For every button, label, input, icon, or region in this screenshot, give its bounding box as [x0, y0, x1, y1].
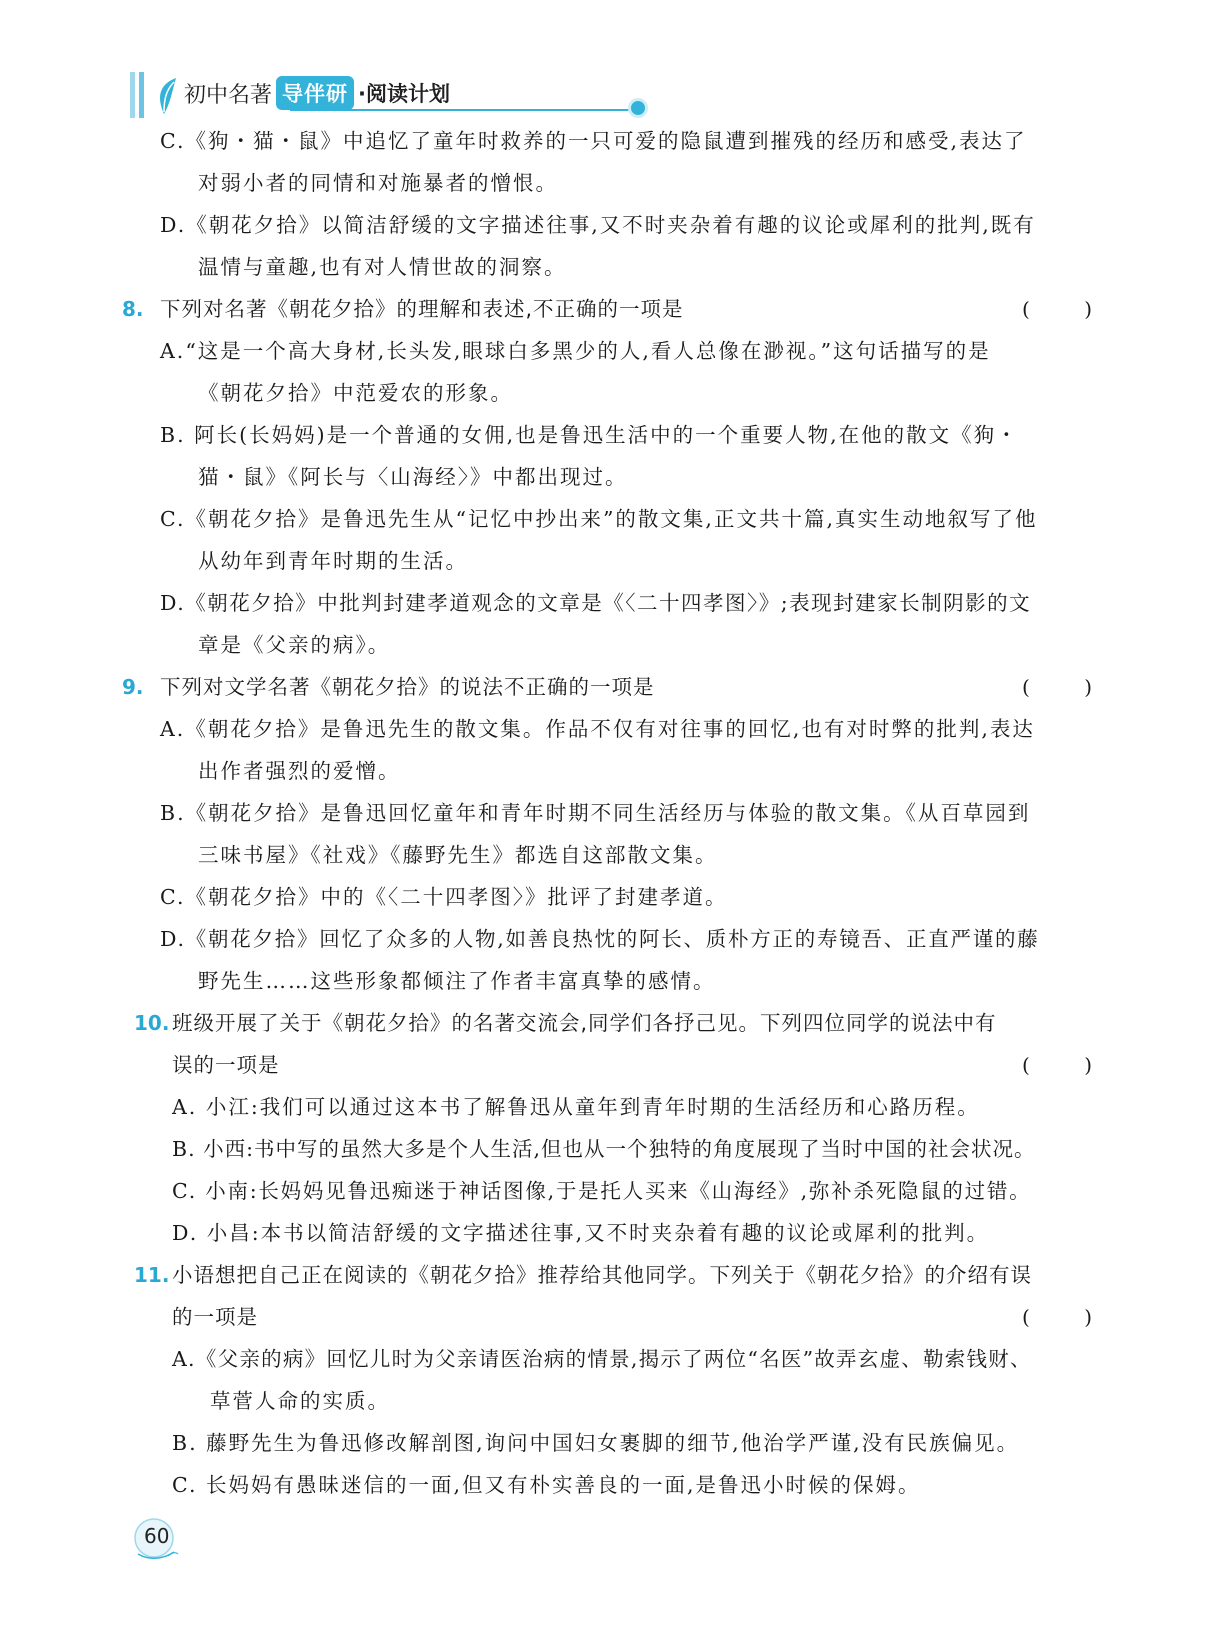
question-number: 11. — [134, 1263, 170, 1287]
series-badge: 导伴研 — [276, 76, 354, 110]
page-number: 60 — [144, 1524, 170, 1548]
option-continued: 猫・鼠》《阿长与〈山海经〉》中都出现过。 — [198, 465, 628, 489]
answer-option: A.《父亲的病》回忆儿时为父亲请医治病的情景,揭示了两位“名医”故弄玄虚、勒索钱财、 — [172, 1347, 1032, 1371]
question-stem-continued: 的一项是 — [172, 1305, 258, 1329]
answer-blank-close: ) — [1084, 1053, 1092, 1077]
answer-option: B. 藤野先生为鲁迅修改解剖图,询问中国妇女裹脚的细节,他治学严谨,没有民族偏见。 — [172, 1431, 1020, 1455]
answer-option: C. 小南:长妈妈见鲁迅痴迷于神话图像,于是托人买来《山海经》,弥补杀死隐鼠的过错。 — [172, 1179, 1032, 1203]
option-continued: 对弱小者的同情和对施暴者的憎恨。 — [198, 171, 558, 195]
option-continued: 草菅人命的实质。 — [210, 1389, 390, 1413]
question-number: 9. — [122, 675, 144, 699]
running-header — [130, 72, 550, 118]
option-continued: 三味书屋》《社戏》《藤野先生》都选自这部散文集。 — [198, 843, 718, 867]
answer-blank-open: ( — [1022, 675, 1030, 699]
answer-option: B.《朝花夕拾》是鲁迅回忆童年和青年时期不同生活经历与体验的散文集。《从百草园到 — [160, 801, 1031, 825]
answer-option: D.《朝花夕拾》中批判封建孝道观念的文章是《〈二十四孝图〉》;表现封建家长制阴影的文 — [160, 591, 1032, 615]
answer-option: B. 小西:书中写的虽然大多是个人生活,但也从一个独特的角度展现了当时中国的社会状况。 — [172, 1137, 1036, 1161]
option-continued: 章是《父亲的病》。 — [198, 633, 391, 657]
book-series-title — [184, 76, 450, 110]
answer-blank-open: ( — [1022, 1305, 1030, 1329]
answer-option: A.《朝花夕拾》是鲁迅先生的散文集。作品不仅有对往事的回忆,也有对时弊的批判,表达 — [160, 717, 1035, 741]
header-bar — [130, 72, 135, 118]
option-continued: 野先生……这些形象都倾注了作者丰富真挚的感情。 — [198, 969, 716, 993]
question-number: 8. — [122, 297, 144, 321]
answer-blank-open: ( — [1022, 1053, 1030, 1077]
series-prefix: 初中名著 — [184, 82, 273, 108]
answer-option: A. 小江:我们可以通过这本书了解鲁迅从童年到青年时期的生活经历和心路历程。 — [172, 1095, 980, 1119]
answer-blank[interactable] — [1022, 1048, 1092, 1082]
page-number-badge — [128, 1516, 184, 1562]
answer-blank[interactable] — [1022, 670, 1092, 704]
question-stem: 班级开展了关于《朝花夕拾》的名著交流会,同学们各抒己见。下列四位同学的说法中有 — [172, 1011, 997, 1035]
header-bar — [139, 72, 144, 118]
answer-option: C. 长妈妈有愚昧迷信的一面,但又有朴实善良的一面,是鲁迅小时候的保姆。 — [172, 1473, 921, 1497]
answer-blank[interactable] — [1022, 292, 1092, 326]
option-continued: 出作者强烈的爱憎。 — [198, 759, 401, 783]
answer-blank-close: ) — [1084, 1305, 1092, 1329]
leaf-icon — [150, 74, 180, 118]
answer-option: D.《朝花夕拾》回忆了众多的人物,如善良热忱的阿长、质朴方正的寿镜吾、正直严谨的藤 — [160, 927, 1040, 951]
series-suffix: ·阅读计划 — [358, 82, 450, 106]
answer-blank-close: ) — [1084, 297, 1092, 321]
question-stem: 下列对文学名著《朝花夕拾》的说法不正确的一项是 — [160, 675, 655, 699]
answer-option: C.《狗・猫・鼠》中追忆了童年时救养的一只可爱的隐鼠遭到摧残的经历和感受,表达了 — [160, 129, 1027, 153]
question-stem: 小语想把自己正在阅读的《朝花夕拾》推荐给其他同学。下列关于《朝花夕拾》的介绍有误 — [172, 1263, 1032, 1287]
option-continued: 从幼年到青年时期的生活。 — [198, 549, 468, 573]
header-dot — [628, 98, 648, 118]
answer-blank[interactable] — [1022, 1300, 1092, 1334]
question-number: 10. — [134, 1011, 170, 1035]
option-continued: 温情与童趣,也有对人情世故的洞察。 — [198, 255, 567, 279]
question-stem-continued: 误的一项是 — [172, 1053, 280, 1077]
answer-option: A.“这是一个高大身材,长头发,眼球白多黑少的人,看人总像在渺视。”这句话描写的是 — [160, 339, 991, 363]
option-continued: 《朝花夕拾》中范爱农的形象。 — [198, 381, 513, 405]
answer-option: C.《朝花夕拾》是鲁迅先生从“记忆中抄出来”的散文集,正文共十篇,真实生动地叙写了他 — [160, 507, 1038, 531]
answer-blank-open: ( — [1022, 297, 1030, 321]
answer-option: D.《朝花夕拾》以简洁舒缓的文字描述往事,又不时夹杂着有趣的议论或犀利的批判,既有 — [160, 213, 1036, 237]
answer-option: D. 小昌:本书以简洁舒缓的文字描述往事,又不时夹杂着有趣的议论或犀利的批判。 — [172, 1221, 990, 1245]
answer-blank-close: ) — [1084, 675, 1092, 699]
answer-option: B. 阿长(长妈妈)是一个普通的女佣,也是鲁迅生活中的一个重要人物,在他的散文《狗・ — [160, 423, 1019, 447]
question-stem: 下列对名著《朝花夕拾》的理解和表述,不正确的一项是 — [160, 297, 684, 321]
answer-option: C.《朝花夕拾》中的《〈二十四孝图〉》批评了封建孝道。 — [160, 885, 728, 909]
